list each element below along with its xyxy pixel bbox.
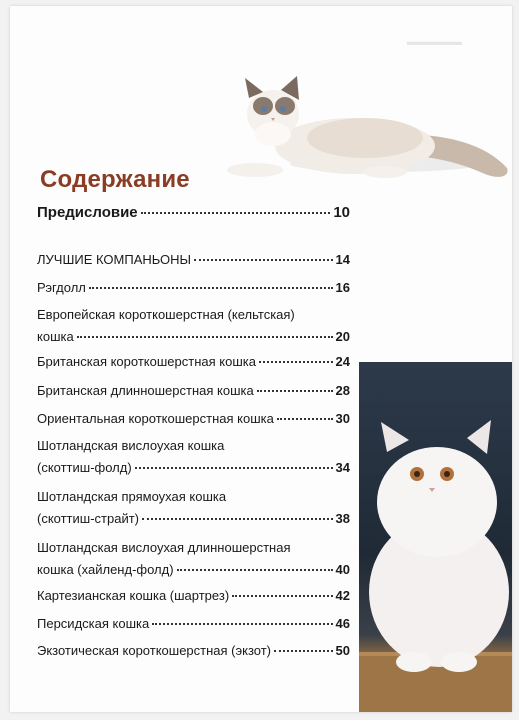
toc-entry-title: Шотландская вислоухая кошка: [37, 438, 225, 453]
toc-entry[interactable]: [37, 251, 350, 269]
toc-entry-line: [37, 306, 350, 324]
toc-leader-dots: [152, 623, 332, 625]
toc-entry-line: [37, 539, 350, 557]
toc-page-number: 46: [335, 616, 350, 631]
toc-entry-line: [37, 251, 350, 269]
toc-page-number: 28: [335, 383, 350, 398]
toc-page-number: 20: [335, 329, 350, 344]
toc-leader-dots: [277, 418, 333, 420]
toc-page-number: 42: [335, 588, 350, 603]
toc-page-number: 40: [335, 562, 350, 577]
toc-entry-title: Ориентальная короткошерстная кошка: [37, 411, 274, 426]
toc-leader-dots: [135, 467, 333, 469]
toc-entry-title: Европейская короткошерстная (кельтская): [37, 307, 295, 322]
toc-entry-line: [37, 488, 350, 506]
toc-entry-line: [37, 382, 350, 400]
toc-entry[interactable]: [37, 410, 350, 428]
toc-entry-line: [37, 204, 350, 222]
toc-entry[interactable]: [37, 587, 350, 605]
toc-entry-title: (скоттиш-фолд): [37, 460, 132, 475]
toc-leader-dots: [89, 287, 333, 289]
toc-leader-dots: [142, 518, 333, 520]
bleed-through-text: ▬▬▬▬▬: [407, 36, 462, 48]
toc-entry-line: [37, 410, 350, 428]
toc-entry-line: [37, 615, 350, 633]
toc-page-number: 30: [335, 411, 350, 426]
toc-entry-line: [37, 437, 350, 455]
toc-entry-title: кошка (хайленд-фолд): [37, 562, 174, 577]
toc-entry-line: [37, 561, 350, 579]
toc-entry-title: кошка: [37, 329, 74, 344]
toc-page-number: 50: [335, 643, 350, 658]
toc-entry-line: [37, 279, 350, 297]
toc-entry-title: Британская короткошерстная кошка: [37, 354, 256, 369]
toc-entry[interactable]: [37, 642, 350, 660]
toc-entry[interactable]: [37, 488, 350, 528]
toc-entry[interactable]: [37, 382, 350, 400]
toc-entry-title: (скоттиш-страйт): [37, 511, 139, 526]
toc-entry[interactable]: [37, 539, 350, 579]
toc-leader-dots: [259, 361, 333, 363]
toc-leader-dots: [141, 212, 331, 214]
toc-entry-line: [37, 587, 350, 605]
toc-title: Содержание: [40, 166, 190, 193]
toc-entry-line: [37, 328, 350, 346]
toc-leader-dots: [232, 595, 332, 597]
toc-entry-title: Рэгдолл: [37, 280, 86, 295]
toc-page-number: 14: [335, 252, 350, 267]
table-of-contents: [10, 6, 512, 712]
toc-entry-line: [37, 353, 350, 371]
toc-entry[interactable]: [37, 437, 350, 477]
toc-entry-title: Персидская кошка: [37, 616, 150, 631]
toc-entry[interactable]: [37, 279, 350, 297]
toc-page-number: 24: [335, 354, 350, 369]
toc-entry-title: Предисловие: [37, 204, 138, 221]
toc-page-number: 38: [335, 511, 350, 526]
toc-leader-dots: [257, 390, 333, 392]
toc-entry[interactable]: [37, 615, 350, 633]
toc-entry-title: Шотландская прямоухая кошка: [37, 489, 227, 504]
book-page: [10, 6, 512, 712]
toc-entry-title: Экзотическая короткошерстная (экзот): [37, 643, 272, 658]
toc-entry-line: [37, 510, 350, 528]
toc-leader-dots: [177, 569, 333, 571]
toc-entry-title: Британская длинношерстная кошка: [37, 383, 254, 398]
toc-entry-title: Шотландская вислоухая длинношерстная: [37, 540, 291, 555]
toc-entry-line: [37, 642, 350, 660]
toc-entry-line: [37, 459, 350, 477]
toc-page-number: 10: [333, 204, 350, 221]
toc-page-number: 34: [335, 460, 350, 475]
toc-leader-dots: [194, 259, 333, 261]
toc-page-number: 16: [335, 280, 350, 295]
toc-entry-title: ЛУЧШИЕ КОМПАНЬОНЫ: [37, 252, 192, 267]
toc-leader-dots: [274, 650, 333, 652]
toc-leader-dots: [77, 336, 333, 338]
toc-entry-title: Картезианская кошка (шартрез): [37, 588, 230, 603]
toc-entry[interactable]: [37, 306, 350, 346]
toc-entry[interactable]: [37, 353, 350, 371]
toc-entry[interactable]: [37, 204, 350, 222]
